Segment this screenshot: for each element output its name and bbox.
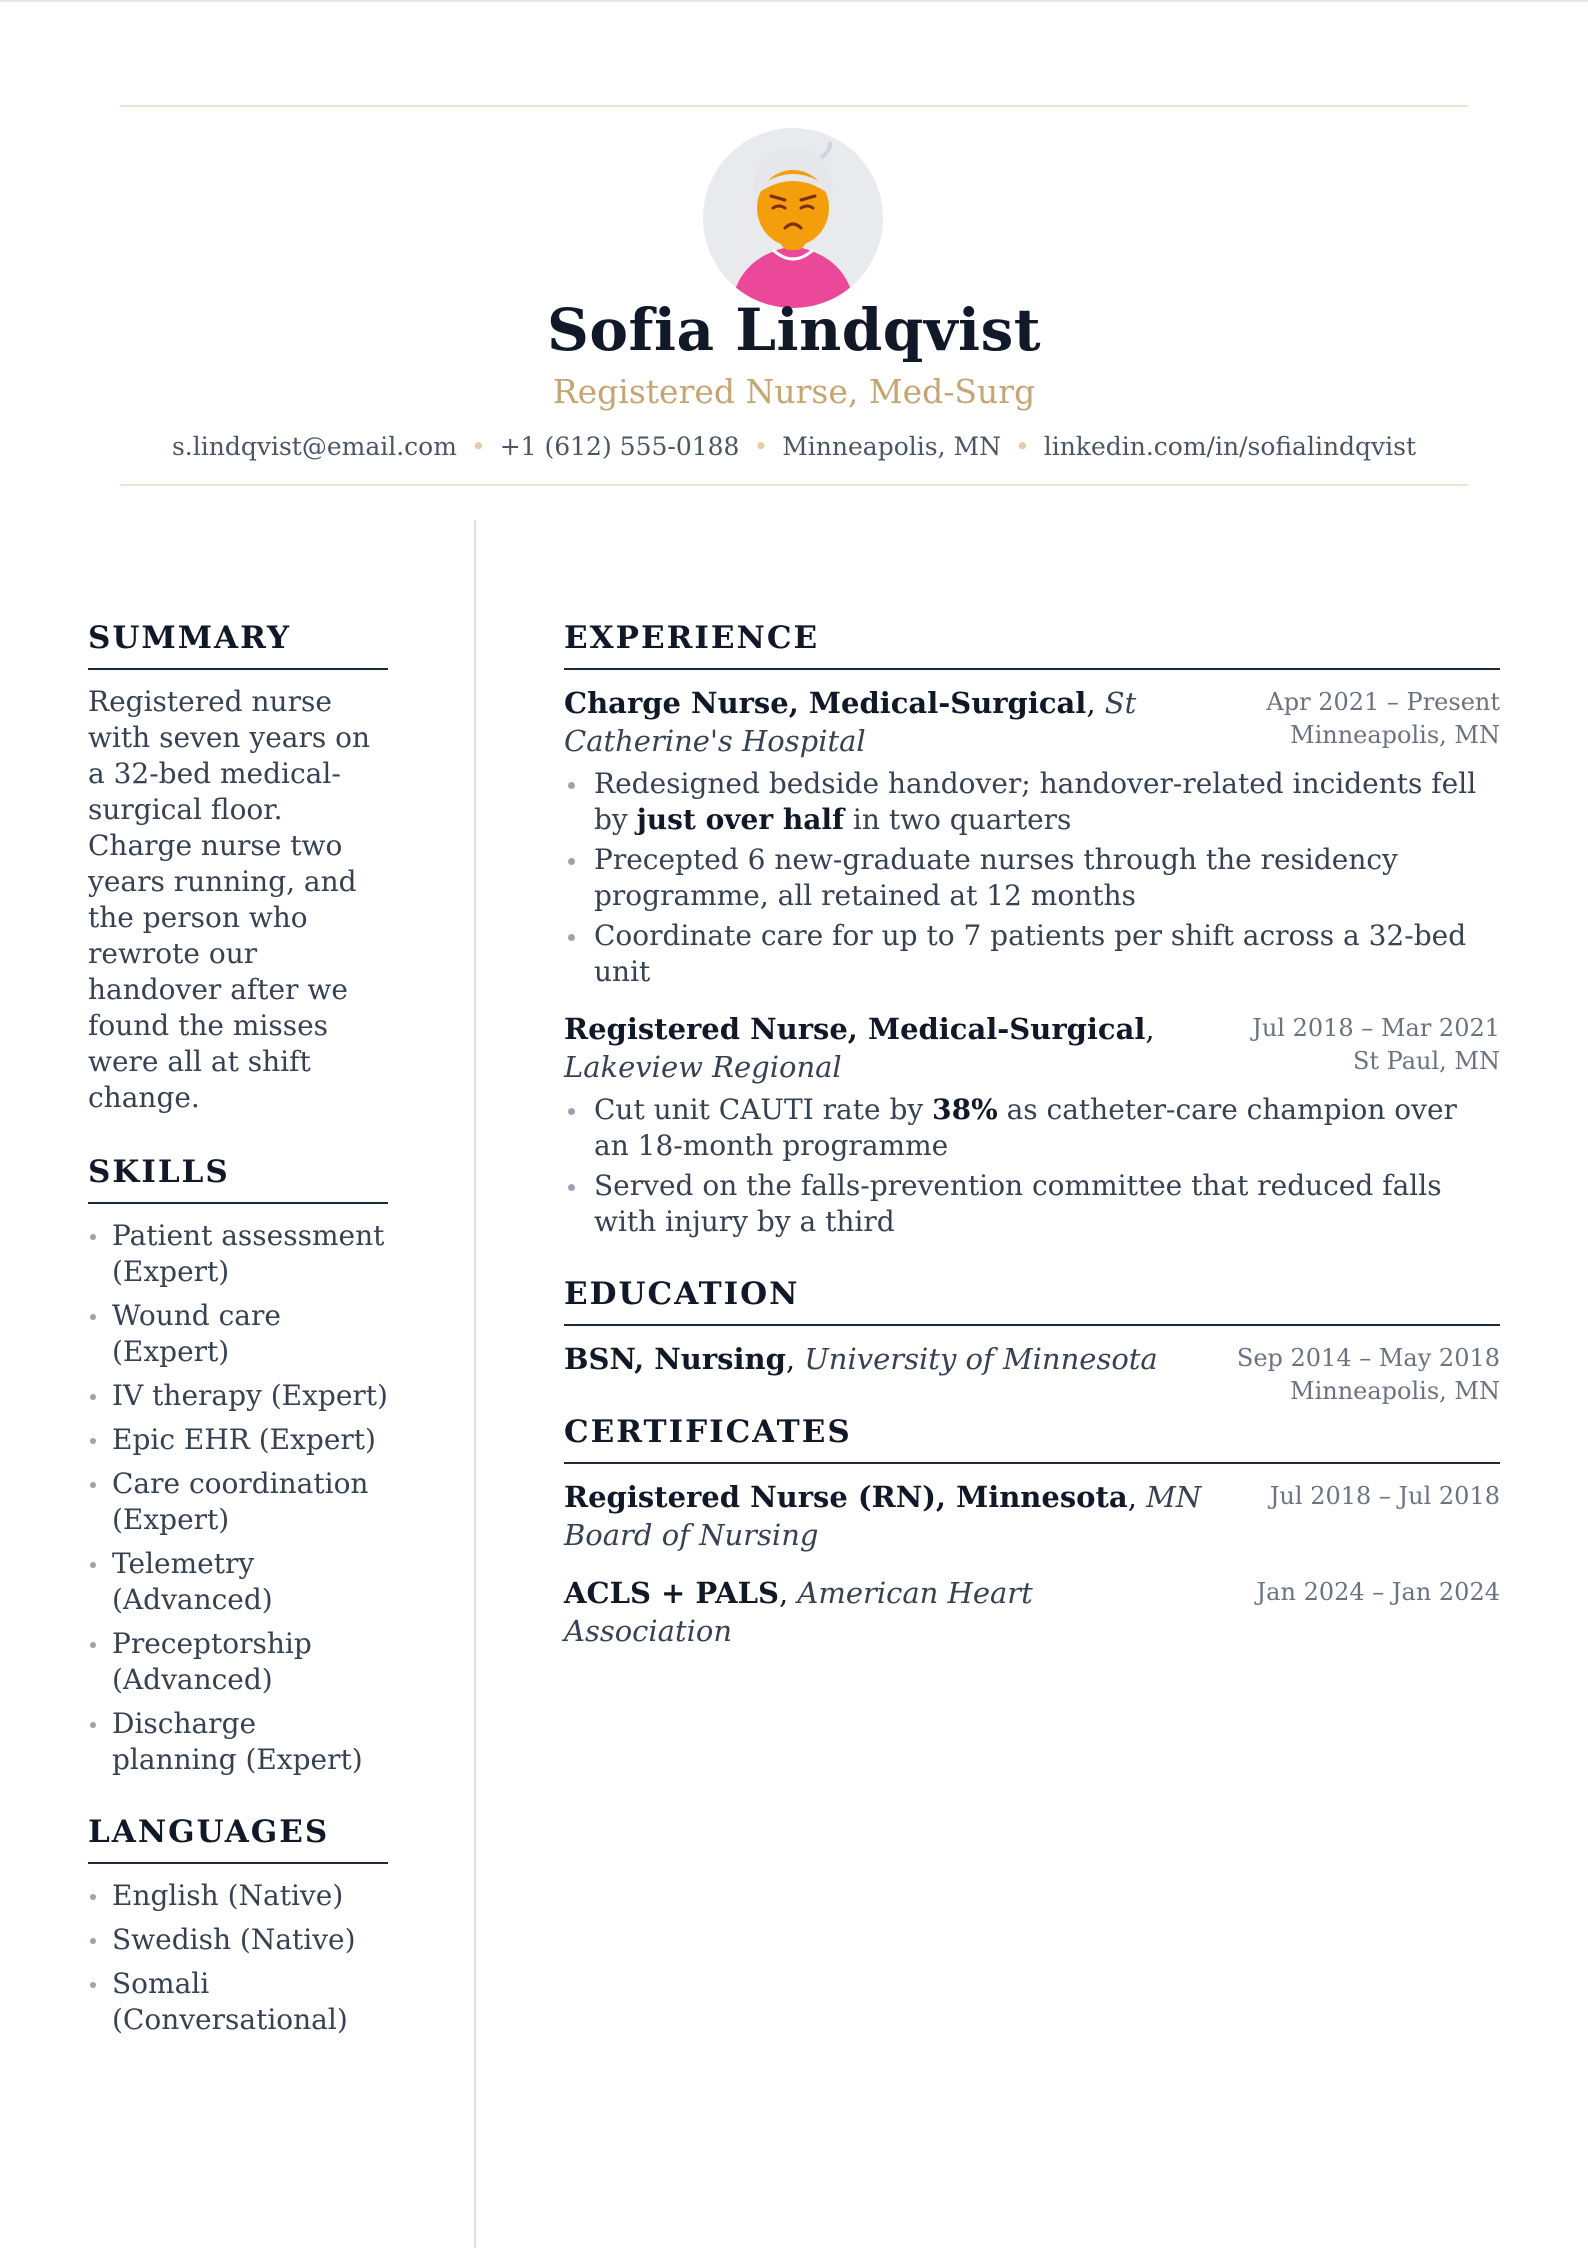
certificate-dates: Jul 2018 – Jul 2018	[1269, 1482, 1500, 1510]
skill-item: Care coordination (Expert)	[88, 1466, 388, 1538]
skill-item: Wound care (Expert)	[88, 1298, 388, 1370]
job-bullet: Served on the falls-prevention committee that reduced falls with injury by a third	[564, 1168, 1500, 1240]
job-meta	[1266, 686, 1500, 752]
skills-list	[88, 1218, 388, 1778]
certificate-title-line: ACLS + PALS, American Heart Association	[564, 1576, 1033, 1648]
job-bullet: Cut unit CAUTI rate by 38% as catheter-care champion over an 18-month programme	[564, 1092, 1500, 1164]
job-bullet: Precepted 6 new-graduate nurses through the residency programme, all retained at 12 months	[564, 842, 1500, 914]
skills-heading: SKILLS	[88, 1154, 388, 1204]
job-org: St Catherine's Hospital	[564, 686, 1137, 758]
certificate-meta	[1257, 1576, 1500, 1609]
contact-location: Minneapolis, MN	[782, 432, 1001, 461]
languages-heading: LANGUAGES	[88, 1814, 388, 1864]
education-heading: EDUCATION	[564, 1276, 1500, 1326]
candidate-title: Registered Nurse, Med-Surg	[552, 372, 1036, 411]
certificate-title-line: Registered Nurse (RN), Minnesota, MN Board of Nursing	[564, 1480, 1202, 1552]
certificate-meta	[1270, 1480, 1500, 1513]
experience-section	[564, 620, 1500, 1240]
job-dates: Jul 2018 – Mar 2021	[1252, 1014, 1500, 1042]
education-location: Minneapolis, MN	[1290, 1377, 1500, 1405]
job-title-line: Registered Nurse, Medical-Surgical, Lakeview Regional	[564, 1012, 1155, 1084]
header-bottom-rule	[120, 484, 1468, 486]
language-item: English (Native)	[88, 1878, 388, 1914]
languages-list	[88, 1878, 388, 2038]
summary-heading: SUMMARY	[88, 620, 388, 670]
contact-email[interactable]: s.lindqvist@email.com	[171, 432, 457, 461]
education-dates: Sep 2014 – May 2018	[1236, 1344, 1500, 1372]
separator-dot: •	[470, 432, 486, 461]
job-bullets	[564, 1092, 1500, 1240]
certificate-entry	[564, 1574, 1500, 1650]
certificate-issuer: American Heart Association	[564, 1576, 1033, 1648]
skill-item: Preceptorship (Advanced)	[88, 1626, 388, 1698]
skill-item: Epic EHR (Expert)	[88, 1422, 388, 1458]
certificate-entry	[564, 1478, 1500, 1554]
column-divider	[474, 520, 476, 2248]
certificate-dates: Jan 2024 – Jan 2024	[1256, 1578, 1500, 1606]
contact-linkedin[interactable]: linkedin.com/in/sofialindqvist	[1043, 432, 1417, 461]
education-entry	[564, 1340, 1500, 1405]
separator-dot: •	[753, 432, 769, 461]
language-item: Somali (Conversational)	[88, 1966, 388, 2038]
job-location: St Paul, MN	[1352, 1047, 1500, 1075]
skill-item: Patient assessment (Expert)	[88, 1218, 388, 1290]
header-top-rule	[120, 105, 1468, 107]
skill-item: Discharge planning (Expert)	[88, 1706, 388, 1778]
job-title-line: Charge Nurse, Medical-Surgical, St Catherine's Hospital	[564, 686, 1137, 758]
language-item: Swedish (Native)	[88, 1922, 388, 1958]
right-column	[564, 620, 1500, 1686]
education-school: University of Minnesota	[804, 1342, 1158, 1376]
experience-heading: EXPERIENCE	[564, 620, 1500, 670]
education-meta	[1237, 1342, 1500, 1408]
job-entry	[564, 1010, 1500, 1240]
job-dates: Apr 2021 – Present	[1266, 688, 1500, 716]
education-title-line: BSN, Nursing, University of Minnesota	[564, 1342, 1158, 1376]
certificate-issuer: MN Board of Nursing	[564, 1480, 1202, 1552]
job-bullet: Coordinate care for up to 7 patients per shift across a 32-bed unit	[564, 918, 1500, 990]
separator-dot: •	[1014, 432, 1030, 461]
certificate-name: ACLS + PALS	[564, 1576, 779, 1610]
summary-text: Registered nurse with seven years on a 32-bed medical-surgical floor. Charge nurse two years running, and the person who rewrote our handover after we found the misses were all at shift change.	[88, 685, 370, 1114]
skill-item: Telemetry (Advanced)	[88, 1546, 388, 1618]
contact-line	[0, 432, 1588, 461]
job-bullets	[564, 766, 1500, 990]
certificate-name: Registered Nurse (RN), Minnesota	[564, 1480, 1128, 1514]
left-column	[88, 620, 388, 2074]
job-role: Registered Nurse, Medical-Surgical	[564, 1012, 1146, 1046]
contact-phone[interactable]: +1 (612) 555-0188	[499, 432, 740, 461]
job-meta	[1252, 1012, 1500, 1078]
nurse-avatar-icon	[703, 128, 883, 308]
job-location: Minneapolis, MN	[1290, 721, 1500, 749]
job-entry	[564, 684, 1500, 990]
job-role: Charge Nurse, Medical-Surgical	[564, 686, 1087, 720]
page-top-border	[0, 0, 1588, 2]
education-degree: BSN, Nursing	[564, 1342, 786, 1376]
job-bullet: Redesigned bedside handover; handover-related incidents fell by just over half in two quarters	[564, 766, 1500, 838]
certificates-heading: CERTIFICATES	[564, 1414, 1500, 1464]
job-org: Lakeview Regional	[564, 1050, 842, 1084]
candidate-name: Sofia Lindqvist	[546, 296, 1042, 364]
education-section	[564, 1276, 1500, 1405]
certificates-section	[564, 1414, 1500, 1650]
skill-item: IV therapy (Expert)	[88, 1378, 388, 1414]
